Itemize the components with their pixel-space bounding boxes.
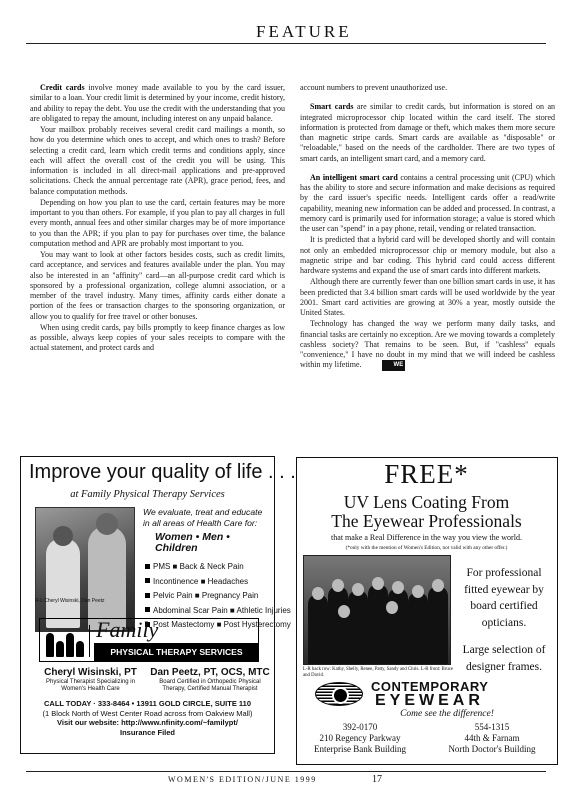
article-paragraph [300, 83, 555, 93]
service-item [143, 604, 291, 619]
section-title: FEATURE [256, 22, 352, 41]
ad-slogan: that make a Real Difference in the way you view the world. [331, 533, 522, 542]
ad-headline: Improve your quality of life . . . [29, 461, 296, 483]
article-paragraph [30, 323, 285, 354]
paragraph-text: You may want to look at other factors besides costs, such as credit limits, card acceptance, and services and features available under the plan. You may also be interested in an "affinity" card—an all-purpose credit card which is sponsored by a professional organization, college alumni association, or a member of the travel industry. Many times, affinity cards either donate a portion of the fees or transaction charges to the sponsoring organization, or allow you to qualify for free travel or other bonuses. [30, 250, 285, 321]
insurance-line: Insurance Filed [119, 727, 176, 737]
ad-title-line: UV Lens Coating From [343, 492, 510, 512]
family-logo [39, 618, 259, 662]
article-paragraph [300, 173, 555, 235]
service-item [143, 560, 271, 575]
service-text: Post Mastectomy ■ Post Hysterectomy [153, 620, 291, 629]
paragraph-text: contains a central processing unit (CPU) which has the ability to store and secure information and make decisions as required by the card issuer's specific needs. Intelligent cards offer a read/write capability, meaning new information can be added and processed. In contrast, a memory card is primarily used for information storage; a value is stored which the user can "spend" in a pay phone, retail, vending or related transaction. [300, 172, 555, 233]
service-item [143, 589, 271, 604]
article-paragraph [30, 198, 285, 249]
article-paragraph [30, 125, 285, 197]
photo-person [46, 538, 80, 628]
paragraph-text: It is predicted that a hybrid card will be developed shortly and will contain not only an embedded microprocessor chip or memory module, but also a magnetic stripe and bar coding. This hybrid card could access different hardware systems and expand the use of smart cards into different markets. [300, 235, 555, 275]
photo-person [382, 608, 402, 664]
logo-band: PHYSICAL THERAPY SERVICES [94, 643, 259, 662]
footer-rule [26, 771, 546, 772]
ad-contemporary-eyewear [296, 457, 558, 765]
ad-disclaimer: (*only with the mention of Women's Edition, not valid with any other offer.) [345, 545, 508, 551]
paragraph-lead: An intelligent smart card [310, 172, 398, 182]
bullet-square-icon [145, 593, 150, 598]
article-paragraph [300, 235, 555, 276]
ad-family-physical-therapy [20, 456, 296, 754]
photo-person [408, 592, 428, 664]
call-line: CALL TODAY · 333-8464 • 13911 GOLD CIRCLE, SUITE 110 [43, 699, 251, 708]
paragraph-text: Depending on how you plan to use the card, certain features may be more important to you than others. For example, if you plan to pay all charges in full every month, annual fees and other similar charges may be of more importance to you than the APR; if you plan to pay for purchases over time, the balance computation method and APR are probably most important to you. [30, 197, 285, 248]
therapists-photo [35, 507, 135, 632]
pitch-frames: Large selection of designer frames. [462, 644, 546, 673]
photo-face [412, 585, 424, 598]
paragraph-text: Your mailbox probably receives several credit card mailings a month, so how do you determine which ones to accept, and which ones to trash? Before selecting a credit card, learn which credit terms and conditions apply, since each will affect the overall cost of the credit you will be using. This information is included in all direct-mail applications and pre-approved solicitations. Check the annual percentage rate (APR), grace period, fees, and balance computation methods. [30, 125, 285, 196]
family-figures-icon [44, 625, 90, 657]
photo-person [308, 594, 328, 664]
photo-face [372, 577, 384, 590]
bullet-square-icon [145, 607, 150, 612]
figure-shape [46, 633, 54, 657]
photo-person [88, 526, 126, 630]
free-headline: FREE* [384, 459, 469, 489]
tagline: Come see the difference! [400, 709, 494, 719]
service-text: Pelvic Pain ■ Pregnancy Pain [153, 591, 259, 600]
location-building: North Doctor's Building [448, 744, 536, 754]
article-paragraph [30, 250, 285, 322]
article-paragraph [300, 277, 555, 318]
services-block [143, 507, 291, 633]
staff-photo [303, 555, 451, 665]
bullet-square-icon [145, 578, 150, 583]
photo-person [334, 612, 354, 664]
doctor-credential: Therapy, Certified Manual Therapist [162, 686, 258, 692]
photo-person [428, 586, 448, 664]
doctor-name: Dan Peetz, PT, OCS, MTC [150, 667, 270, 678]
paragraph-text: involve money made available to you by the card issuer, similar to a loan. Your credit limit is determined by your income, credit history, and ability to repay the debt. You use the credit with the understanding that you are obligated to repay the amount, including interest on any unpaid balance. [30, 83, 286, 123]
photo-face [332, 579, 344, 592]
photo-face [392, 581, 404, 594]
photo-caption: R-L Cheryl Wisinski, Dan Peetz [35, 598, 105, 604]
paragraph-text: Although there are currently fewer than one billion smart cards in use, it has been predicted that 3.4 billion smart cards will be used worldwide by the year 2001. Smart card activities are growing at 30% a year, mostly outside the United States. [300, 277, 555, 317]
pitch-professional: For professional fitted eyewear by board certified opticians. [464, 567, 544, 629]
ad-title-line: The Eyewear Professionals [331, 511, 522, 531]
ad-subhead: at Family Physical Therapy Services [70, 489, 225, 500]
brand-subname: EYEWEAR [375, 692, 484, 709]
photo-face [432, 579, 444, 592]
photo-face [338, 605, 350, 618]
doctor-name: Cheryl Wisinski, PT [44, 667, 137, 678]
photo-caption: L-R back row: Kathy, Shelly, Renee, Patty, Sandy and Chris. L-R front: Bruce and David. [303, 667, 454, 678]
doctor-cheryl [33, 667, 148, 693]
photo-face [352, 583, 364, 596]
doctor-credential: Board Certified in Orthopedic Physical [159, 679, 261, 685]
ad-title [297, 493, 556, 531]
paragraph-lead: Credit cards [40, 83, 85, 92]
figure-shape [56, 641, 64, 657]
audience-line: Women • Men • Children [155, 531, 230, 554]
directions-line: (1 Block North of West Center Road across from Oakview Mall) [42, 708, 253, 718]
photo-head [53, 526, 73, 546]
service-item [143, 575, 271, 590]
doctor-credential: Physical Therapist Specializing in [46, 679, 135, 685]
location-farnam [429, 722, 555, 755]
eye-logo-icon [315, 682, 363, 706]
service-text: PMS ■ Back & Neck Pain [153, 562, 244, 571]
paragraph-text: Technology has changed the way we perform many daily tasks, and financial tasks are certainly no exception. Are we moving towards a completely cashless society? That remains to be seen. But, if "cashless" equals "convenience," I have no doubt in my mind that we will indeed be cashless within my lifetime. [300, 319, 555, 370]
article-column-left [30, 83, 285, 355]
doctor-credential: Women's Health Care [61, 686, 120, 692]
end-mark-icon: WE [382, 360, 406, 370]
brand-name: CONTEMPORARY [371, 679, 489, 694]
article-column-right [300, 83, 555, 372]
magazine-issue: WOMEN'S EDITION/JUNE 1999 [168, 775, 317, 784]
photo-face [312, 587, 324, 600]
location-phone: 392-0170 [342, 722, 378, 732]
article-paragraph [30, 83, 285, 124]
location-address: 210 Regency Parkway [319, 733, 401, 743]
paragraph-text: When using credit cards, pay bills promptly to keep finance charges as low as possible, always keep copies of your sales receipts to compare with the actual statement, and protect cards and [30, 322, 285, 353]
paragraph-lead: Smart cards [310, 102, 354, 112]
bullet-square-icon [145, 564, 150, 569]
service-text: Incontinence ■ Headaches [153, 576, 249, 586]
figure-shape [76, 641, 84, 657]
logo-word: Family [96, 617, 159, 642]
article-paragraph [300, 319, 555, 370]
paragraph-text: are similar to credit cards, but information is stored on an integrated microprocessor chip located within the card itself. The stored information is protected from damage or theft, which makes them more secure than magnetic stripe cards. Smart cards are available as "disposable" or "reloadable," based on the needs of the cardholder. There are two types of smart cards, an intelligent smart card, and a memory card. [300, 102, 555, 163]
paragraph-text: account numbers to prevent unauthorized use. [300, 83, 448, 92]
location-regency [297, 722, 423, 755]
photo-head [96, 513, 118, 535]
doctor-dan [149, 667, 271, 693]
location-address: 44th & Farnam [464, 733, 520, 743]
service-text: Abdominal Scar Pain ■ Athletic Injuries [153, 605, 291, 615]
location-phone: 554-1315 [474, 722, 510, 732]
photo-face [386, 601, 398, 614]
location-building: Enterprise Bank Building [314, 744, 406, 754]
website-line: Visit our website: http://www.nfinity.com/~familypt/ [57, 718, 238, 727]
header-rule [26, 43, 546, 44]
figure-shape [66, 633, 74, 657]
article-paragraph [300, 102, 555, 164]
page-number: 17 [372, 774, 382, 785]
services-intro: We evaluate, treat and educate in all areas of Health Care for: [143, 507, 263, 528]
contact-block [21, 699, 274, 737]
